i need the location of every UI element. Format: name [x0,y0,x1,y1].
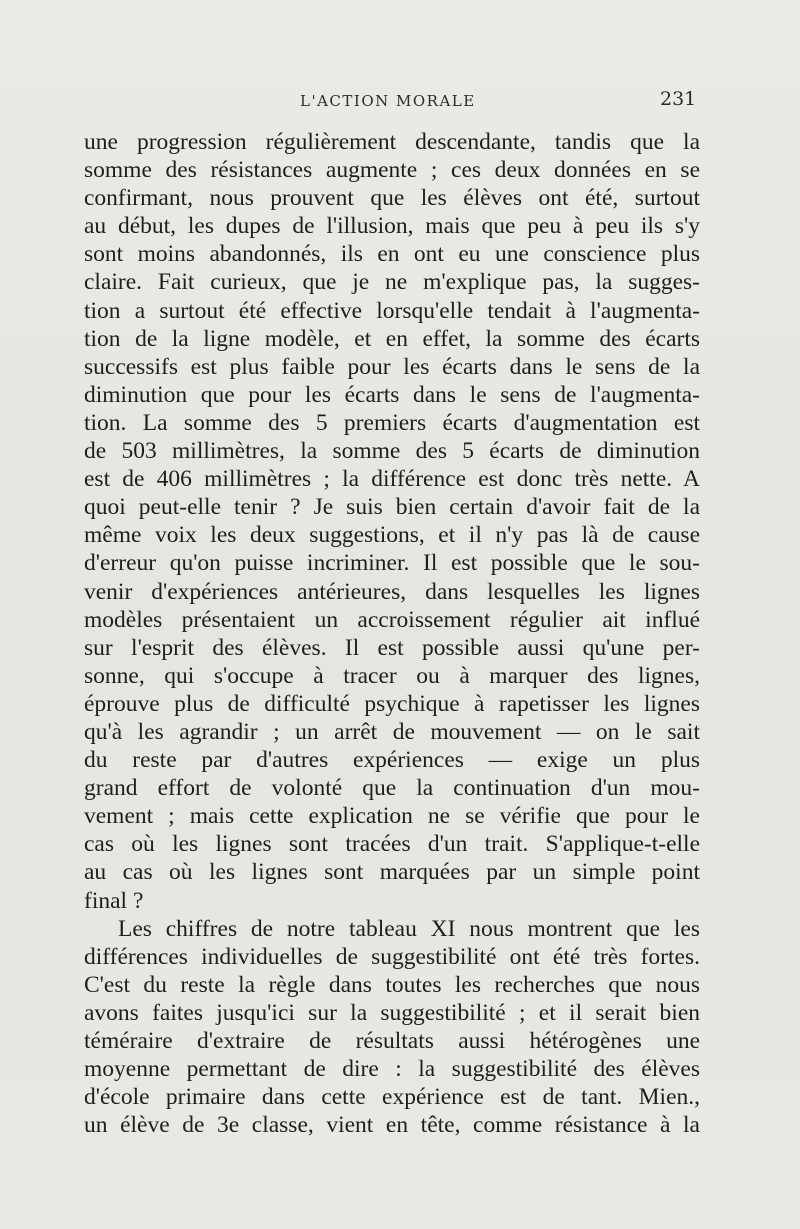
text-line: C'est du reste la règle dans toutes les recherches que nous [84,971,700,998]
text-line: tion. La somme des 5 premiers écarts d'augmentation est [84,409,700,436]
text-line: successifs est plus faible pour les écarts dans le sens de la [84,353,700,380]
text-line: tion de la ligne modèle, et en effet, la somme des écarts [84,325,700,352]
text-line: sonne, qui s'occupe à tracer ou à marquer des lignes, [84,662,700,689]
paragraph-2 [84,915,700,1140]
text-line: cas où les lignes sont tracées d'un trait. S'applique-t-elle [84,831,700,858]
text-line: de 503 millimètres, la somme des 5 écarts de diminution [84,438,700,465]
text-line: au début, les dupes de l'illusion, mais que peu à peu ils s'y [84,213,700,240]
text-line: une progression régulièrement descendante, tandis que la [84,129,700,155]
text-line: somme des résistances augmente ; ces deux données en se [84,157,700,184]
text-line: au cas où les lignes sont marquées par un simple point [84,859,700,886]
text-line: d'école primaire dans cette expérience est de tant. Mien., [84,1084,700,1111]
text-line: claire. Fait curieux, que je ne m'explique pas, la sugges- [84,269,700,296]
text-line: grand effort de volonté que la continuation d'un mou- [84,775,700,802]
text-line: diminution que pour les écarts dans le sens de l'augmenta- [84,381,700,408]
text-line: qu'à les agrandir ; un arrêt de mouvement — on le sait [84,718,700,745]
text-line: du reste par d'autres expériences — exige un plus [84,747,700,774]
text-line: différences individuelles de suggestibilité ont été très fortes. [84,943,700,970]
text-line: confirmant, nous prouvent que les élèves ont été, surtout [84,185,700,212]
page-number: 231 [660,88,697,110]
text-line: sur l'esprit des élèves. Il est possible aussi qu'une per- [84,634,700,661]
paragraph-1 [84,128,700,915]
body-text [84,128,700,1139]
text-line: même voix les deux suggestions, et il n'y pas là de cause [84,522,700,549]
text-line: Les chiffres de notre tableau XI nous montrent que les [118,915,700,942]
text-line: un élève de 3e classe, vient en tête, comme résistance à la [84,1112,700,1139]
text-line: avons faites jusqu'ici sur la suggestibilité ; et il serait bien [84,999,700,1026]
text-line: quoi peut-elle tenir ? Je suis bien certain d'avoir fait de la [84,494,700,521]
text-line: éprouve plus de difficulté psychique à rapetisser les lignes [84,690,700,717]
text-line: est de 406 millimètres ; la différence est donc très nette. A [84,466,700,493]
text-line: sont moins abandonnés, ils en ont eu une conscience plus [84,241,700,268]
text-line: venir d'expériences antérieures, dans lesquelles les lignes [84,578,700,605]
text-line: téméraire d'extraire de résultats aussi hétérogènes une [84,1028,700,1054]
text-line: vement ; mais cette explication ne se vérifie que pour le [84,803,700,830]
text-line: modèles présentaient un accroissement régulier ait influé [84,606,700,633]
text-line: d'erreur qu'on puisse incriminer. Il est possible que le sou- [84,550,700,577]
text-line: tion a surtout été effective lorsqu'elle tendait à l'augmenta- [84,297,700,324]
text-line: moyenne permettant de dire : la suggestibilité des élèves [84,1056,700,1083]
text-line: final ? [84,887,144,914]
running-title: L'ACTION MORALE [300,92,476,110]
